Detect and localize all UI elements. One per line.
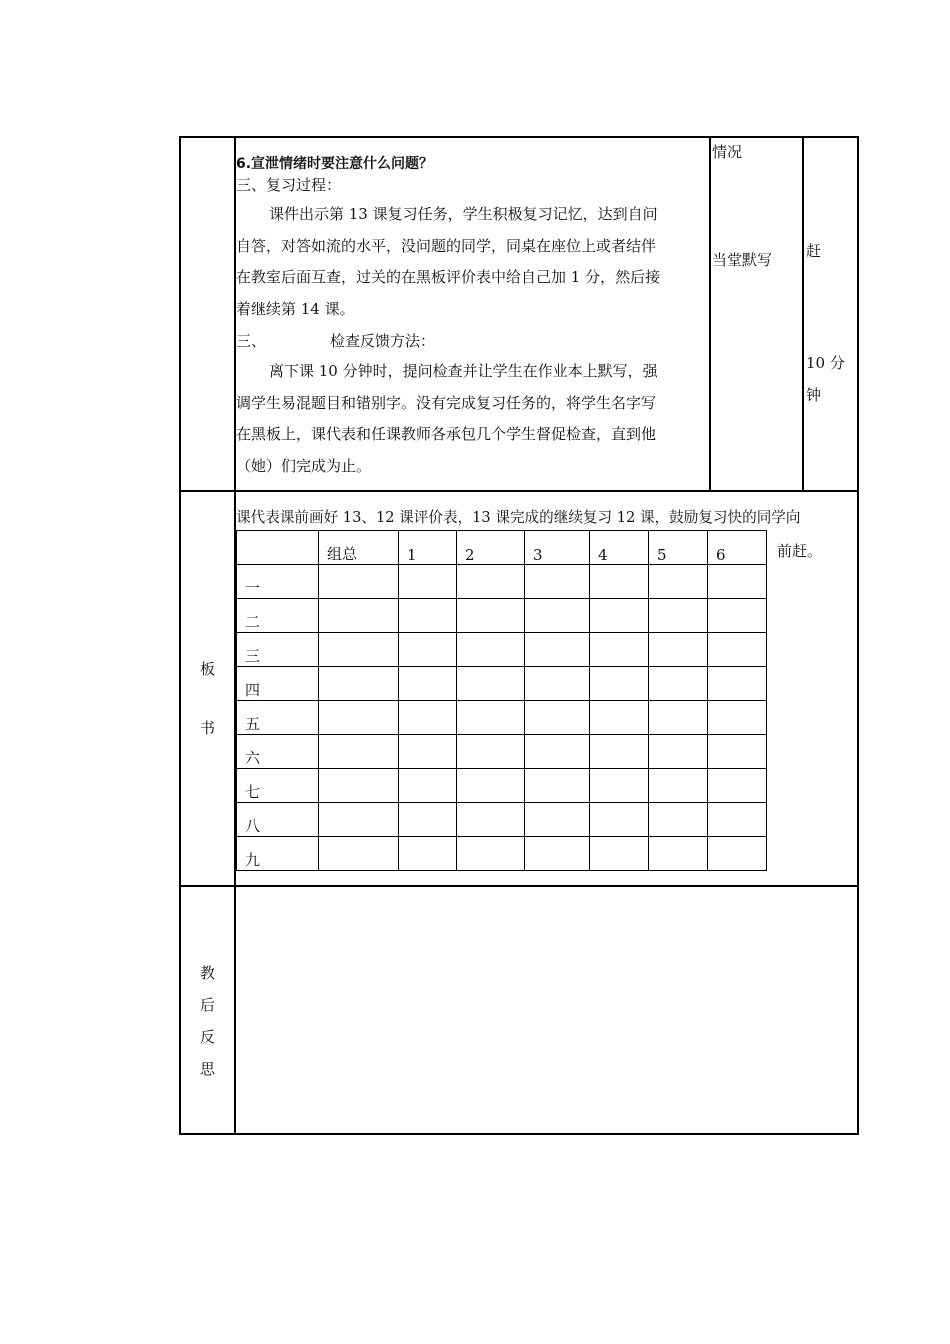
- group-label: 二: [237, 599, 319, 633]
- reflection-label-1: 教: [200, 964, 216, 982]
- board-intro: 课代表课前画好 13、12 课评价表，13 课完成的继续复习 12 课，鼓励复习快的同学向: [236, 509, 801, 526]
- check-paragraph: [236, 356, 710, 482]
- score-table-header: [237, 531, 767, 565]
- check-line: （她）们完成为止。: [236, 456, 372, 475]
- table-row: [237, 701, 767, 735]
- review-line: 自答，对答如流的水平，没问题的同学，同桌在座位上或者结伴: [236, 236, 657, 255]
- check-line: 在黑板上，课代表和任课教师各承包几个学生督促检查，直到他: [236, 425, 657, 443]
- row-divider-2: [179, 885, 859, 887]
- header-cell: 2: [457, 531, 525, 565]
- review-line: 在教室后面互查，过关的在黑板评价表中给自己加 1 分，然后接: [236, 268, 661, 286]
- group-label: 九: [237, 837, 319, 871]
- duration-value: 10 分: [806, 354, 845, 372]
- review-line: 着继续第 14 课。: [236, 299, 355, 318]
- reflection-label-2: 后: [200, 996, 216, 1014]
- group-label: 五: [237, 701, 319, 735]
- table-row: [237, 599, 767, 633]
- check-line: 调学生易混题目和错别字。没有完成复习任务的，将学生名字写: [236, 393, 657, 412]
- reflection-label-3: 反: [200, 1028, 216, 1046]
- board-label-1: 板: [200, 660, 216, 678]
- outer-right-border: [857, 136, 859, 1135]
- header-cell: 5: [649, 531, 708, 565]
- group-label: 六: [237, 735, 319, 769]
- header-cell: 4: [590, 531, 649, 565]
- header-cell: 6: [708, 531, 767, 565]
- status-cell-label: 情况: [712, 143, 743, 161]
- group-label: 八: [237, 803, 319, 837]
- section-check-number: 三、: [236, 332, 267, 350]
- table-row: [237, 633, 767, 667]
- outer-bottom-border: [179, 1133, 859, 1135]
- header-cell: [237, 531, 319, 565]
- outer-top-border: [179, 136, 859, 138]
- board-label-2: 书: [200, 719, 216, 737]
- table-row: [237, 735, 767, 769]
- header-cell: 3: [525, 531, 590, 565]
- group-label: 四: [237, 667, 319, 701]
- group-label: 七: [237, 769, 319, 803]
- outer-left-border: [179, 136, 181, 1135]
- section-check-title: 检查反馈方法：: [330, 332, 436, 350]
- table-row: [237, 769, 767, 803]
- reflection-label-4: 思: [200, 1060, 216, 1078]
- section-review-title: 三、复习过程：: [236, 176, 342, 194]
- col-divider-4: [802, 136, 804, 491]
- check-line: 离下课 10 分钟时，提问检查并让学生在作业本上默写，强: [269, 362, 658, 380]
- pace-cell-label: 赶: [806, 242, 822, 260]
- table-row: [237, 667, 767, 701]
- group-label: 一: [237, 565, 319, 599]
- review-line: 课件出示第 13 课复习任务，学生积极复习记忆，达到自问: [269, 205, 658, 223]
- group-label: 三: [237, 633, 319, 667]
- method-cell-label: 当堂默写: [712, 251, 773, 269]
- row-divider-1: [179, 490, 859, 492]
- table-row: [237, 565, 767, 599]
- table-row: [237, 803, 767, 837]
- board-intro-continued: 前赶。: [777, 542, 823, 560]
- header-cell: 组总: [319, 531, 399, 565]
- question-heading: 6.宣泄情绪时要注意什么问题？: [236, 156, 434, 172]
- score-table: [236, 530, 767, 871]
- header-cell: 1: [399, 531, 457, 565]
- table-row: [237, 837, 767, 871]
- duration-unit: 钟: [806, 386, 822, 404]
- review-paragraph: [236, 199, 710, 325]
